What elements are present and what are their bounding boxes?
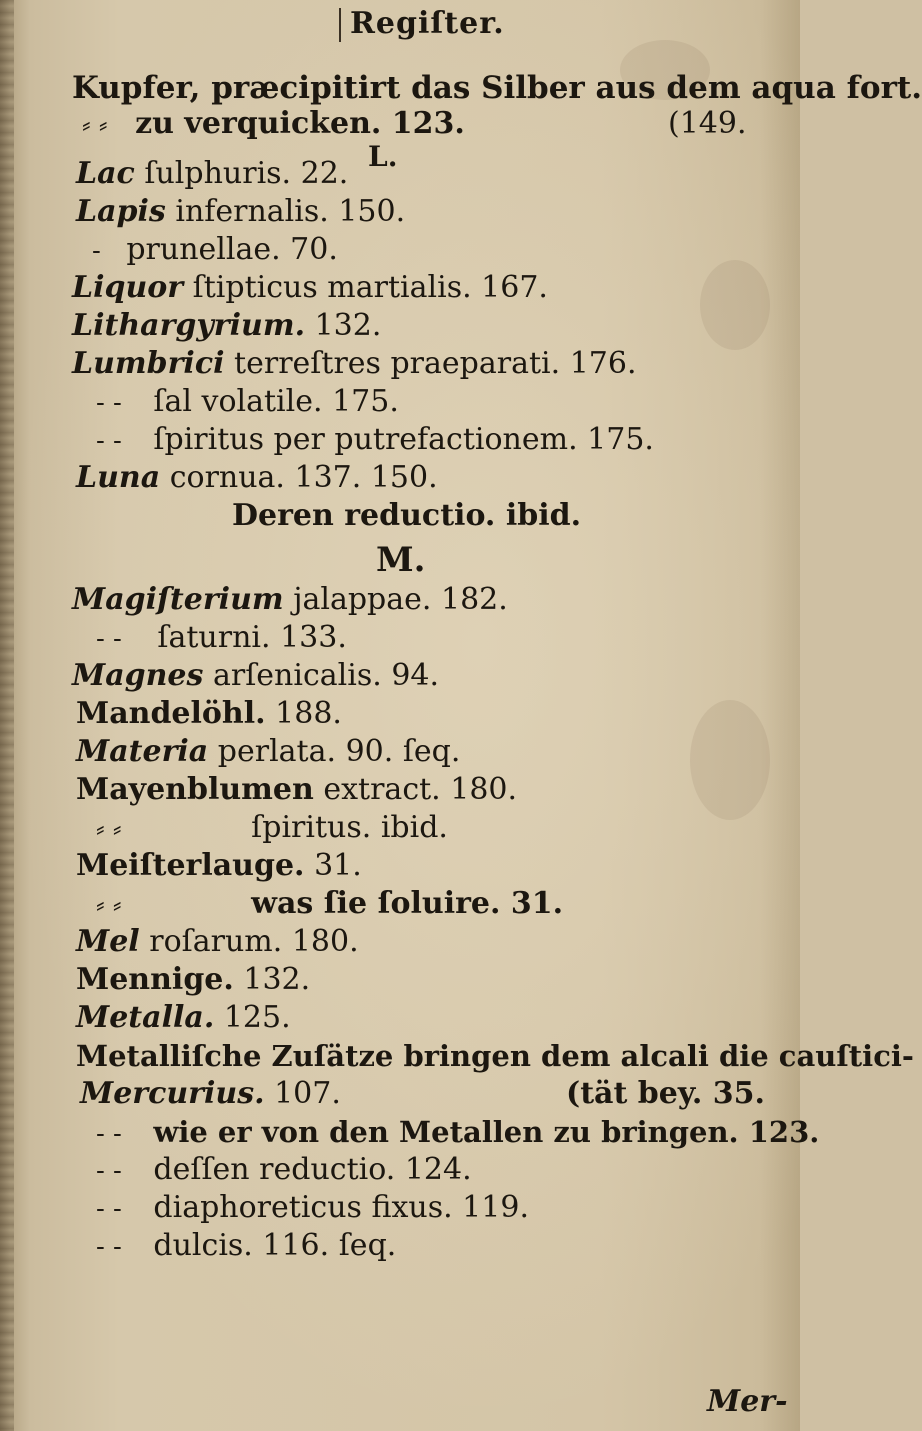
entry-head: Materia — [76, 734, 209, 769]
entry-mel — [76, 924, 359, 960]
ditto-marks: - - — [96, 1232, 122, 1262]
entry-text: Kupfer, præcipitirt das Silber aus dem aqua fort. — [72, 70, 922, 106]
entry-rest: 107. — [274, 1076, 341, 1111]
entry-mercurius-diaphoreticus — [96, 1190, 529, 1227]
entry-lumbrici-sal — [96, 384, 399, 421]
entry-mercurius-dulcis — [96, 1228, 396, 1265]
entry-luna-deren — [232, 498, 581, 534]
entry-head: Mandelöhl. — [76, 696, 266, 731]
entry-rest: ſpiritus per putrefactionem. 175. — [153, 422, 654, 457]
ditto-marks: - - — [96, 388, 122, 418]
entry-head: Meiſterlauge. — [76, 848, 305, 883]
entry-rest: jalappae. 182. — [293, 582, 508, 617]
entry-mercurius — [80, 1076, 341, 1112]
ditto-marks: - - — [96, 426, 122, 456]
entry-lithargyrium — [72, 308, 381, 344]
entry-mayenblumen-spiritus — [96, 810, 448, 847]
entry-luna — [76, 460, 438, 496]
entry-rest: roſarum. 180. — [149, 924, 359, 959]
entry-head: Magiſterium — [72, 582, 284, 617]
paper-stain — [700, 260, 770, 350]
entry-rest: was ſie ſoluire. 31. — [251, 886, 564, 921]
ditto-marks: - - — [96, 1156, 122, 1186]
entry-lapis-prunellae — [92, 232, 338, 269]
entry-magisterium-saturni — [96, 620, 347, 657]
ditto-marks: - - — [96, 1194, 122, 1224]
entry-rest: perlata. 90. ſeq. — [217, 734, 461, 769]
entry-materia — [76, 734, 460, 770]
continuation-text: (tät bey. 35. — [566, 1076, 765, 1111]
entry-head: Magnes — [72, 658, 204, 693]
entry-rest: ſal volatile. 175. — [153, 384, 399, 419]
entry-rest: ſtipticus martialis. 167. — [192, 270, 548, 305]
entry-lumbrici-spiritus — [96, 422, 654, 459]
entry-lapis — [76, 194, 405, 230]
section-letter-l: L. — [368, 140, 398, 173]
ditto-marks: - - — [96, 1119, 122, 1149]
entry-rest: Deren reductio. ibid. — [232, 498, 582, 533]
entry-head: Metalla. — [76, 1000, 215, 1035]
ditto-marks: - - — [96, 624, 122, 654]
entry-mercurius-wie — [96, 1114, 819, 1152]
ditto-marks: ⸗ ⸗ — [96, 814, 122, 844]
entry-kupfer-verquicken — [82, 106, 465, 143]
catchword: Mer- — [707, 1384, 788, 1419]
page-gutter — [0, 0, 14, 1431]
entry-head: Mel — [76, 924, 140, 959]
entry-rest: dulcis. 116. ſeq. — [153, 1228, 397, 1263]
entry-meisterlauge-was — [96, 886, 563, 923]
entry-lumbrici — [72, 346, 637, 382]
entry-rest: 132. — [243, 962, 311, 997]
entry-head: Lumbrici — [72, 346, 225, 381]
entry-head: Lithargyrium. — [72, 308, 306, 343]
entry-rest: cornua. 137. 150. — [169, 460, 438, 495]
ditto-marks: ⸗ ⸗ — [96, 890, 122, 920]
entry-rest: 132. — [314, 308, 382, 343]
entry-kupfer — [72, 70, 922, 106]
ditto-marks: - — [92, 236, 101, 266]
entry-text: zu verquicken. 123. — [135, 106, 465, 141]
entry-magnes — [72, 658, 439, 694]
entry-head: Mennige. — [76, 962, 234, 997]
entry-rest: 125. — [223, 1000, 291, 1035]
entry-rest: terreſtres praeparati. 176. — [234, 346, 637, 381]
entry-rest: 188. — [275, 696, 342, 731]
entry-head: Mayenblumen — [76, 772, 314, 807]
entry-rest: 31. — [314, 848, 362, 883]
entry-lac — [76, 156, 348, 192]
entry-rest: ſaturni. 133. — [157, 620, 347, 655]
entry-rest: infernalis. 150. — [175, 194, 406, 229]
entry-head: Luna — [76, 460, 161, 495]
continuation-text: (149. — [668, 106, 747, 141]
entry-rest: wie er von den Metallen zu bringen. 123. — [153, 1115, 820, 1149]
entry-continuation — [668, 106, 747, 142]
section-letter-m: M. — [376, 540, 426, 580]
entry-mercurius-dessen — [96, 1152, 472, 1189]
entry-metallische — [76, 1038, 914, 1074]
entry-rest: prunellae. 70. — [126, 232, 338, 267]
entry-magisterium — [72, 582, 508, 618]
entry-metalla — [76, 1000, 291, 1036]
entry-rest: arſenicalis. 94. — [212, 658, 440, 693]
entry-meisterlauge — [76, 848, 362, 884]
entry-mayenblumen — [76, 772, 517, 808]
entry-head: Mercurius. — [80, 1076, 265, 1111]
entry-head: Lac — [76, 156, 135, 191]
entry-rest: extract. 180. — [323, 772, 518, 807]
entry-head: Metalliſche Zuſätze bringen dem alcali die cauſtici- — [76, 1039, 914, 1073]
paper-stain — [690, 700, 770, 820]
entry-rest: deſſen reductio. 124. — [153, 1152, 472, 1187]
entry-mandeloehl — [76, 696, 342, 732]
entry-rest: diaphoreticus fixus. 119. — [153, 1190, 529, 1225]
ditto-marks: ⸗ ⸗ — [82, 110, 108, 140]
entry-rest: ſpiritus. ibid. — [251, 810, 448, 845]
entry-rest: ſulphuris. 22. — [144, 156, 349, 191]
header-rule — [339, 8, 341, 42]
entry-continuation — [566, 1076, 765, 1112]
running-head: Regiſter. — [350, 6, 505, 41]
entry-mennige — [76, 962, 310, 998]
entry-liquor — [72, 270, 548, 306]
entry-head: Liquor — [72, 270, 184, 305]
entry-head: Lapis — [76, 194, 166, 229]
